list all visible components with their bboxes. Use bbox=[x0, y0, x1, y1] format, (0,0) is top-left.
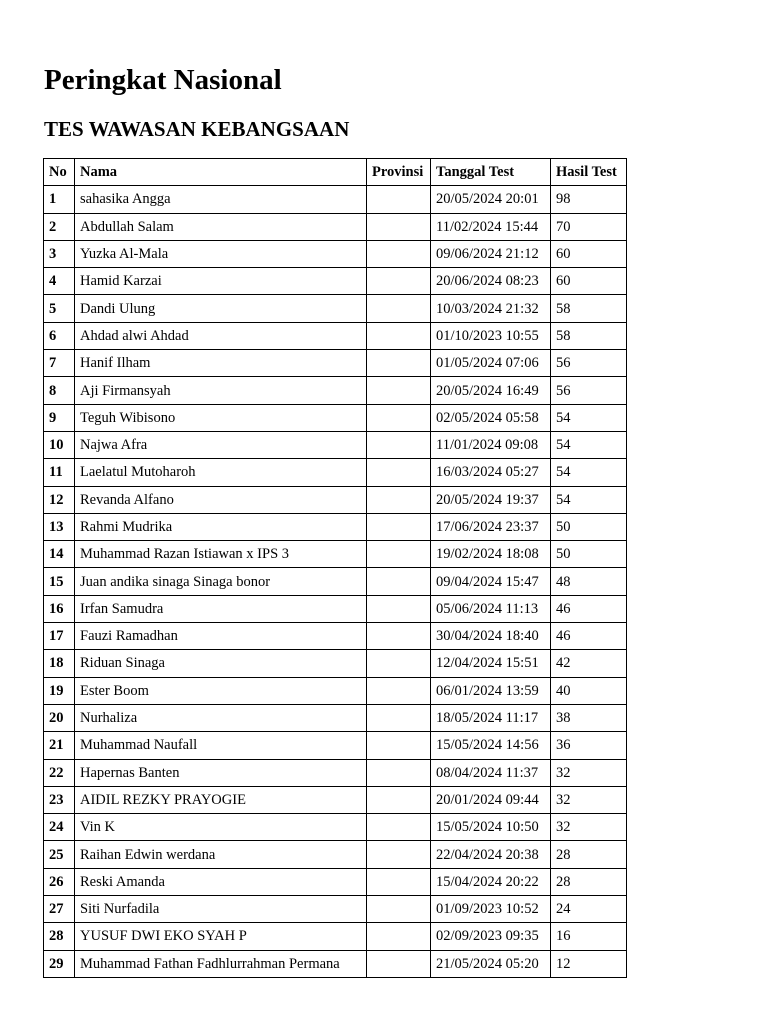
cell-nama: Najwa Afra bbox=[75, 431, 367, 458]
cell-nama: Laelatul Mutoharoh bbox=[75, 459, 367, 486]
cell-no: 9 bbox=[44, 404, 75, 431]
cell-hasil-test: 50 bbox=[551, 513, 627, 540]
cell-nama: Irfan Samudra bbox=[75, 595, 367, 622]
cell-provinsi bbox=[367, 650, 431, 677]
cell-nama: Vin K bbox=[75, 814, 367, 841]
cell-hasil-test: 54 bbox=[551, 404, 627, 431]
cell-tanggal-test: 20/06/2024 08:23 bbox=[431, 268, 551, 295]
cell-provinsi bbox=[367, 759, 431, 786]
cell-no: 21 bbox=[44, 732, 75, 759]
cell-hasil-test: 54 bbox=[551, 486, 627, 513]
cell-no: 17 bbox=[44, 623, 75, 650]
table-row bbox=[44, 377, 627, 404]
table-row bbox=[44, 486, 627, 513]
cell-provinsi bbox=[367, 541, 431, 568]
cell-hasil-test: 70 bbox=[551, 213, 627, 240]
cell-hasil-test: 24 bbox=[551, 896, 627, 923]
cell-hasil-test: 32 bbox=[551, 786, 627, 813]
table-row bbox=[44, 896, 627, 923]
table-row bbox=[44, 950, 627, 977]
table-row bbox=[44, 431, 627, 458]
cell-no: 13 bbox=[44, 513, 75, 540]
cell-no: 22 bbox=[44, 759, 75, 786]
table-row bbox=[44, 513, 627, 540]
cell-provinsi bbox=[367, 732, 431, 759]
cell-tanggal-test: 20/05/2024 16:49 bbox=[431, 377, 551, 404]
cell-hasil-test: 46 bbox=[551, 623, 627, 650]
cell-nama: Muhammad Naufall bbox=[75, 732, 367, 759]
cell-no: 7 bbox=[44, 350, 75, 377]
cell-nama: Hamid Karzai bbox=[75, 268, 367, 295]
page-title: Peringkat Nasional bbox=[44, 64, 282, 96]
cell-provinsi bbox=[367, 240, 431, 267]
cell-nama: sahasika Angga bbox=[75, 186, 367, 213]
cell-nama: Aji Firmansyah bbox=[75, 377, 367, 404]
cell-nama: Yuzka Al-Mala bbox=[75, 240, 367, 267]
cell-hasil-test: 36 bbox=[551, 732, 627, 759]
cell-tanggal-test: 09/06/2024 21:12 bbox=[431, 240, 551, 267]
table-row bbox=[44, 623, 627, 650]
cell-nama: Ester Boom bbox=[75, 677, 367, 704]
table-row bbox=[44, 868, 627, 895]
cell-no: 5 bbox=[44, 295, 75, 322]
cell-tanggal-test: 01/09/2023 10:52 bbox=[431, 896, 551, 923]
cell-hasil-test: 56 bbox=[551, 377, 627, 404]
cell-nama: Muhammad Fathan Fadhlurrahman Permana bbox=[75, 950, 367, 977]
cell-no: 16 bbox=[44, 595, 75, 622]
cell-provinsi bbox=[367, 213, 431, 240]
table-row bbox=[44, 814, 627, 841]
table-row bbox=[44, 295, 627, 322]
table-row bbox=[44, 459, 627, 486]
cell-nama: Hapernas Banten bbox=[75, 759, 367, 786]
cell-provinsi bbox=[367, 704, 431, 731]
cell-nama: AIDIL REZKY PRAYOGIE bbox=[75, 786, 367, 813]
cell-no: 1 bbox=[44, 186, 75, 213]
cell-hasil-test: 54 bbox=[551, 459, 627, 486]
cell-no: 3 bbox=[44, 240, 75, 267]
header-no: No bbox=[44, 159, 75, 186]
cell-no: 26 bbox=[44, 868, 75, 895]
cell-provinsi bbox=[367, 677, 431, 704]
cell-no: 6 bbox=[44, 322, 75, 349]
cell-nama: Nurhaliza bbox=[75, 704, 367, 731]
cell-tanggal-test: 16/03/2024 05:27 bbox=[431, 459, 551, 486]
header-hasil-test: Hasil Test bbox=[551, 159, 627, 186]
cell-nama: Reski Amanda bbox=[75, 868, 367, 895]
table-row bbox=[44, 404, 627, 431]
cell-nama: YUSUF DWI EKO SYAH P bbox=[75, 923, 367, 950]
cell-tanggal-test: 20/01/2024 09:44 bbox=[431, 786, 551, 813]
cell-tanggal-test: 20/05/2024 20:01 bbox=[431, 186, 551, 213]
cell-no: 20 bbox=[44, 704, 75, 731]
cell-tanggal-test: 19/02/2024 18:08 bbox=[431, 541, 551, 568]
cell-provinsi bbox=[367, 568, 431, 595]
table-header bbox=[44, 159, 627, 186]
cell-tanggal-test: 18/05/2024 11:17 bbox=[431, 704, 551, 731]
table-row bbox=[44, 923, 627, 950]
cell-nama: Revanda Alfano bbox=[75, 486, 367, 513]
cell-hasil-test: 42 bbox=[551, 650, 627, 677]
table-row bbox=[44, 322, 627, 349]
cell-hasil-test: 60 bbox=[551, 240, 627, 267]
cell-nama: Hanif Ilham bbox=[75, 350, 367, 377]
cell-provinsi bbox=[367, 268, 431, 295]
cell-hasil-test: 40 bbox=[551, 677, 627, 704]
table-row bbox=[44, 268, 627, 295]
cell-provinsi bbox=[367, 295, 431, 322]
cell-provinsi bbox=[367, 841, 431, 868]
table-row bbox=[44, 759, 627, 786]
ranking-table bbox=[43, 158, 627, 978]
cell-provinsi bbox=[367, 322, 431, 349]
table-row bbox=[44, 186, 627, 213]
cell-provinsi bbox=[367, 868, 431, 895]
header-provinsi: Provinsi bbox=[367, 159, 431, 186]
cell-nama: Juan andika sinaga Sinaga bonor bbox=[75, 568, 367, 595]
cell-nama: Muhammad Razan Istiawan x IPS 3 bbox=[75, 541, 367, 568]
cell-tanggal-test: 30/04/2024 18:40 bbox=[431, 623, 551, 650]
table-row bbox=[44, 213, 627, 240]
cell-nama: Teguh Wibisono bbox=[75, 404, 367, 431]
cell-provinsi bbox=[367, 404, 431, 431]
cell-hasil-test: 98 bbox=[551, 186, 627, 213]
table-row bbox=[44, 704, 627, 731]
cell-hasil-test: 56 bbox=[551, 350, 627, 377]
header-row bbox=[44, 159, 627, 186]
cell-nama: Raihan Edwin werdana bbox=[75, 841, 367, 868]
cell-no: 11 bbox=[44, 459, 75, 486]
cell-no: 12 bbox=[44, 486, 75, 513]
cell-provinsi bbox=[367, 623, 431, 650]
cell-no: 14 bbox=[44, 541, 75, 568]
cell-hasil-test: 58 bbox=[551, 322, 627, 349]
header-tanggal-test: Tanggal Test bbox=[431, 159, 551, 186]
table-row bbox=[44, 841, 627, 868]
cell-tanggal-test: 09/04/2024 15:47 bbox=[431, 568, 551, 595]
cell-no: 19 bbox=[44, 677, 75, 704]
cell-tanggal-test: 12/04/2024 15:51 bbox=[431, 650, 551, 677]
cell-tanggal-test: 10/03/2024 21:32 bbox=[431, 295, 551, 322]
cell-no: 25 bbox=[44, 841, 75, 868]
table-row bbox=[44, 595, 627, 622]
cell-hasil-test: 28 bbox=[551, 841, 627, 868]
table-row bbox=[44, 568, 627, 595]
cell-no: 27 bbox=[44, 896, 75, 923]
cell-tanggal-test: 15/05/2024 10:50 bbox=[431, 814, 551, 841]
cell-hasil-test: 12 bbox=[551, 950, 627, 977]
cell-provinsi bbox=[367, 950, 431, 977]
cell-provinsi bbox=[367, 350, 431, 377]
cell-provinsi bbox=[367, 513, 431, 540]
header-nama: Nama bbox=[75, 159, 367, 186]
cell-provinsi bbox=[367, 923, 431, 950]
cell-nama: Siti Nurfadila bbox=[75, 896, 367, 923]
page-subtitle: TES WAWASAN KEBANGSAAN bbox=[44, 117, 350, 141]
table-row bbox=[44, 732, 627, 759]
cell-hasil-test: 32 bbox=[551, 814, 627, 841]
cell-no: 28 bbox=[44, 923, 75, 950]
cell-hasil-test: 48 bbox=[551, 568, 627, 595]
table-row bbox=[44, 677, 627, 704]
cell-hasil-test: 50 bbox=[551, 541, 627, 568]
cell-provinsi bbox=[367, 377, 431, 404]
cell-hasil-test: 38 bbox=[551, 704, 627, 731]
cell-tanggal-test: 02/05/2024 05:58 bbox=[431, 404, 551, 431]
cell-no: 29 bbox=[44, 950, 75, 977]
cell-no: 15 bbox=[44, 568, 75, 595]
cell-tanggal-test: 17/06/2024 23:37 bbox=[431, 513, 551, 540]
cell-tanggal-test: 08/04/2024 11:37 bbox=[431, 759, 551, 786]
cell-no: 2 bbox=[44, 213, 75, 240]
cell-tanggal-test: 01/05/2024 07:06 bbox=[431, 350, 551, 377]
cell-nama: Dandi Ulung bbox=[75, 295, 367, 322]
cell-nama: Fauzi Ramadhan bbox=[75, 623, 367, 650]
cell-provinsi bbox=[367, 186, 431, 213]
cell-provinsi bbox=[367, 595, 431, 622]
cell-provinsi bbox=[367, 486, 431, 513]
cell-nama: Riduan Sinaga bbox=[75, 650, 367, 677]
cell-provinsi bbox=[367, 459, 431, 486]
cell-tanggal-test: 05/06/2024 11:13 bbox=[431, 595, 551, 622]
cell-hasil-test: 16 bbox=[551, 923, 627, 950]
cell-tanggal-test: 15/04/2024 20:22 bbox=[431, 868, 551, 895]
table-row bbox=[44, 240, 627, 267]
cell-nama: Ahdad alwi Ahdad bbox=[75, 322, 367, 349]
table-row bbox=[44, 350, 627, 377]
cell-no: 8 bbox=[44, 377, 75, 404]
cell-hasil-test: 28 bbox=[551, 868, 627, 895]
cell-no: 4 bbox=[44, 268, 75, 295]
cell-tanggal-test: 01/10/2023 10:55 bbox=[431, 322, 551, 349]
cell-tanggal-test: 11/01/2024 09:08 bbox=[431, 431, 551, 458]
cell-tanggal-test: 11/02/2024 15:44 bbox=[431, 213, 551, 240]
cell-hasil-test: 32 bbox=[551, 759, 627, 786]
cell-hasil-test: 58 bbox=[551, 295, 627, 322]
cell-tanggal-test: 22/04/2024 20:38 bbox=[431, 841, 551, 868]
cell-tanggal-test: 15/05/2024 14:56 bbox=[431, 732, 551, 759]
cell-provinsi bbox=[367, 896, 431, 923]
cell-hasil-test: 60 bbox=[551, 268, 627, 295]
cell-nama: Rahmi Mudrika bbox=[75, 513, 367, 540]
table-row bbox=[44, 650, 627, 677]
cell-no: 10 bbox=[44, 431, 75, 458]
table-row bbox=[44, 541, 627, 568]
cell-tanggal-test: 21/05/2024 05:20 bbox=[431, 950, 551, 977]
cell-hasil-test: 54 bbox=[551, 431, 627, 458]
cell-tanggal-test: 06/01/2024 13:59 bbox=[431, 677, 551, 704]
table-body bbox=[44, 186, 627, 978]
cell-provinsi bbox=[367, 786, 431, 813]
cell-hasil-test: 46 bbox=[551, 595, 627, 622]
cell-tanggal-test: 02/09/2023 09:35 bbox=[431, 923, 551, 950]
cell-no: 18 bbox=[44, 650, 75, 677]
table-row bbox=[44, 786, 627, 813]
cell-no: 24 bbox=[44, 814, 75, 841]
cell-tanggal-test: 20/05/2024 19:37 bbox=[431, 486, 551, 513]
cell-provinsi bbox=[367, 814, 431, 841]
cell-nama: Abdullah Salam bbox=[75, 213, 367, 240]
cell-no: 23 bbox=[44, 786, 75, 813]
cell-provinsi bbox=[367, 431, 431, 458]
